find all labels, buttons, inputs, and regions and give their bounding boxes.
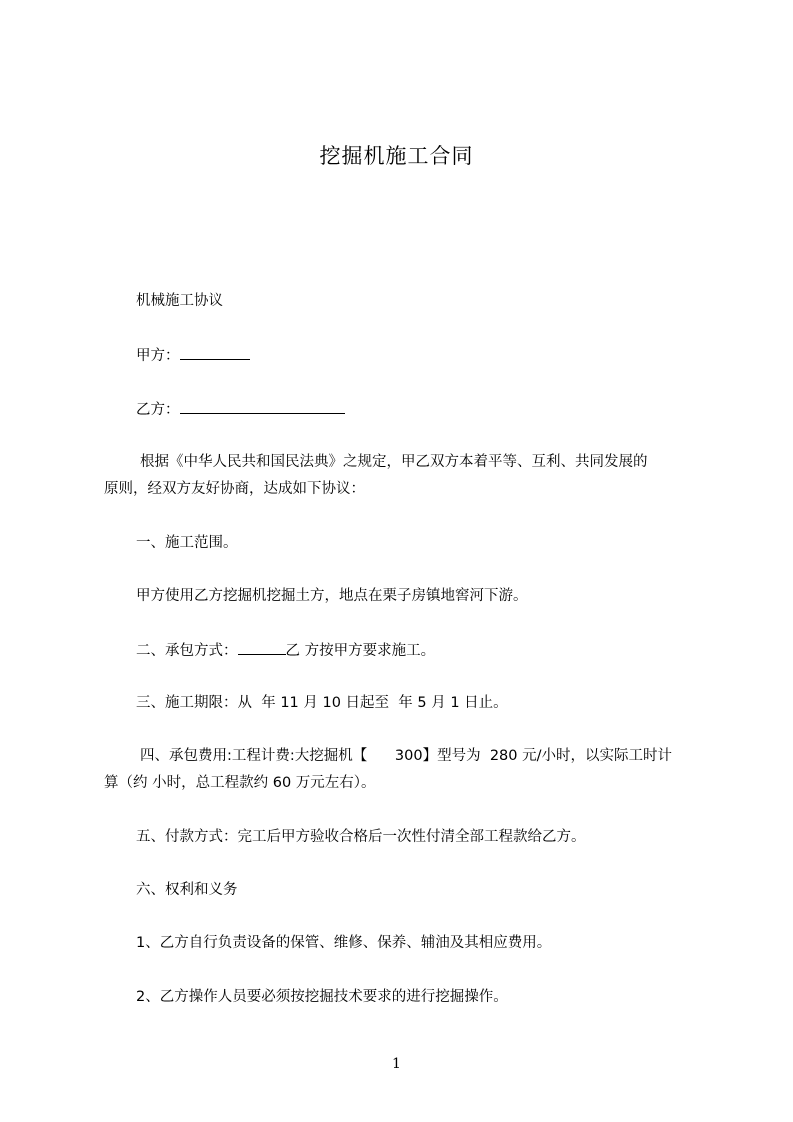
section-2-suffix: 乙 方按甲方要求施工。 (285, 643, 436, 659)
section-1-text: 甲方使用乙方挖掘机挖掘土方，地点在栗子房镇地窖河下游。 (136, 588, 528, 604)
section-4-line-1: 四、承包费用:工程计费:大挖掘机【 300】型号为 280 元/小时，以实际工时计 (140, 748, 672, 764)
section-4-line-2: 算（约 小时，总工程款约 60 万元左右）。 (104, 775, 376, 791)
section-1-heading: 一、施工范围。 (136, 535, 238, 551)
section-2-prefix: 二、承包方式： (136, 643, 238, 659)
section-2-line (136, 640, 435, 661)
agreement-subtitle: 机械施工协议 (136, 293, 223, 309)
party-b-blank (180, 399, 345, 414)
party-b-line (136, 399, 345, 420)
section-5: 五、付款方式：完工后甲方验收合格后一次性付清全部工程款给乙方。 (136, 829, 586, 845)
section-6-heading: 六、权利和义务 (136, 882, 238, 898)
document-title: 挖掘机施工合同 (319, 144, 474, 168)
intro-line-2: 原则，经双方友好协商，达成如下协议： (104, 481, 365, 497)
intro-line-1: 根据《中华人民共和国民法典》之规定，甲乙双方本着平等、互利、共同发展的 (140, 454, 648, 470)
item-2: 2、乙方操作人员要必须按挖掘技术要求的进行挖掘操作。 (136, 989, 508, 1005)
section-2-blank (238, 640, 286, 655)
party-a-line (136, 345, 250, 366)
item-1: 1、乙方自行负责设备的保管、维修、保养、辅油及其相应费用。 (136, 935, 552, 951)
party-b-label: 乙方： (136, 402, 180, 418)
party-a-blank (180, 345, 250, 360)
section-3: 三、施工期限：从 年 11 月 10 日起至 年 5 月 1 日止。 (136, 695, 508, 711)
page-number: 1 (392, 1056, 401, 1072)
party-a-label: 甲方： (136, 348, 180, 364)
